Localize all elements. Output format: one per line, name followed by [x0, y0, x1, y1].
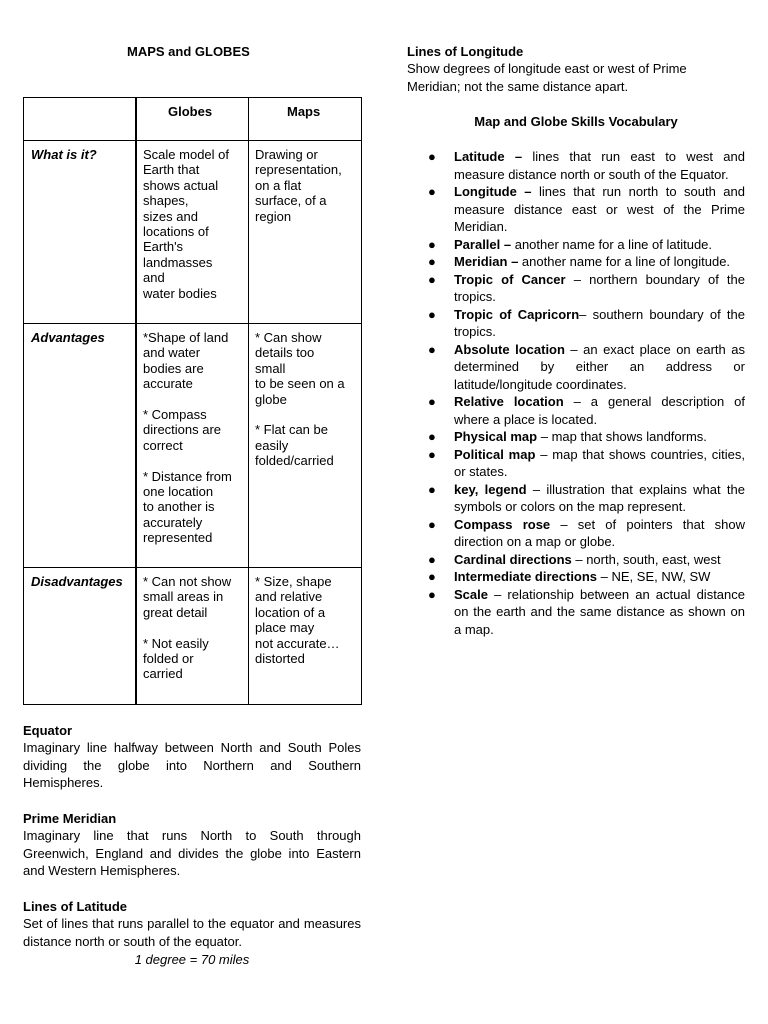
- vocab-item: [428, 586, 745, 639]
- table-border-right: [361, 97, 362, 705]
- bullet-icon: ●: [428, 254, 436, 269]
- latitude-heading: Lines of Latitude: [23, 899, 127, 914]
- cell-paragraph: * Compass directions are correct: [143, 407, 222, 453]
- vocab-term: Compass rose: [454, 516, 551, 532]
- longitude-heading: Lines of Longitude: [407, 44, 524, 59]
- table-border-row2: [23, 567, 362, 568]
- table-border-col1: [135, 97, 137, 705]
- vocab-definition: – set of pointers that show direction on a map or globe.: [454, 516, 745, 549]
- equator-body: Imaginary line halfway between North and South Poles dividing the globe into Northern and Southern Hemispheres.: [23, 740, 361, 790]
- prime-meridian-body: Imaginary line that runs North to South through Greenwich, England and divides the globe into Eastern and Western Hemispheres.: [23, 828, 361, 878]
- vocab-definition: – a general description of where a place is located.: [454, 394, 745, 427]
- vocab-term: Relative location: [454, 394, 564, 409]
- cell-paragraph-gap: [143, 453, 247, 468]
- bullet-icon: ●: [428, 184, 436, 199]
- vocab-term: Cardinal directions: [454, 551, 572, 567]
- latitude-body: Set of lines that runs parallel to the equator and measures distance north or south of the equator.: [23, 916, 361, 949]
- header-maps: Maps: [287, 104, 321, 119]
- cell-paragraph-gap: [143, 392, 247, 407]
- bullet-icon: ●: [428, 516, 436, 532]
- vocab-item: [428, 516, 745, 551]
- cell-maps-advantages: [255, 330, 359, 469]
- table-border-bottom: [23, 704, 362, 705]
- vocab-definition: – an exact place on earth as determined by either an address or latitude/longitude coordinates.: [454, 341, 745, 392]
- vocab-list: [428, 148, 745, 638]
- cell-paragraph: Drawing or representation, on a flat surface, of a region: [255, 147, 342, 224]
- vocab-item: [428, 306, 745, 341]
- cell-paragraph: * Can not show small areas in great detail: [143, 574, 232, 620]
- page-title: MAPS and GLOBES: [127, 44, 250, 59]
- row-label-advantages: Advantages: [31, 330, 105, 345]
- row-label-what-is-it: What is it?: [31, 147, 97, 162]
- bullet-icon: ●: [428, 306, 436, 322]
- cell-paragraph: *Shape of land and water bodies are accurate: [143, 330, 229, 392]
- bullet-icon: ●: [428, 446, 436, 462]
- vocab-definition: – southern boundary of the tropics.: [454, 306, 745, 339]
- table-border-left: [23, 97, 24, 705]
- vocab-item: [428, 551, 745, 569]
- longitude-body: Show degrees of longitude east or west of Prime Meridian; not the same distance apart.: [407, 61, 687, 94]
- bullet-icon: ●: [428, 236, 436, 252]
- cell-globes-advantages: [143, 330, 247, 546]
- vocab-item: [428, 271, 745, 306]
- vocab-term: key, legend: [454, 481, 527, 497]
- vocab-definition: – northern boundary of the tropics.: [454, 271, 745, 304]
- bullet-icon: ●: [428, 394, 436, 409]
- vocab-item: [428, 428, 745, 446]
- bullet-icon: ●: [428, 551, 436, 567]
- vocab-item: [428, 568, 745, 586]
- vocab-term: Political map: [454, 446, 536, 462]
- bullet-icon: ●: [428, 481, 436, 497]
- vocab-term: Parallel –: [454, 236, 512, 252]
- vocab-term: Tropic of Cancer: [454, 271, 566, 287]
- latitude-note: 1 degree = 70 miles: [134, 952, 250, 967]
- cell-globes-what: [143, 147, 247, 301]
- vocab-item: [428, 481, 745, 516]
- vocab-term: Tropic of Capricorn: [454, 306, 580, 322]
- row-label-disadvantages: Disadvantages: [31, 574, 123, 589]
- vocab-definition: – map that shows countries, cities, or states.: [454, 446, 745, 479]
- bullet-icon: ●: [428, 149, 436, 164]
- vocab-definition: another name for a line of longitude.: [518, 254, 731, 269]
- bullet-icon: ●: [428, 569, 436, 584]
- cell-paragraph: * Can show details too small to be seen on a globe: [255, 330, 345, 407]
- cell-paragraph: * Size, shape and relative location of a place may not accurate… distorted: [255, 574, 340, 667]
- cell-paragraph: * Not easily folded or carried: [143, 635, 209, 682]
- vocab-term: Scale: [454, 586, 488, 602]
- cell-paragraph: * Distance from one location to another is accurately represented: [143, 468, 232, 546]
- vocab-item: [428, 253, 745, 271]
- vocab-term: Absolute location: [454, 341, 565, 357]
- table-border-col2: [248, 97, 249, 705]
- table-border-top: [23, 97, 362, 98]
- vocab-item: [428, 446, 745, 481]
- bullet-icon: ●: [428, 586, 436, 602]
- vocab-term: Longitude –: [454, 184, 532, 199]
- vocab-definition: – NE, SE, NW, SW: [597, 569, 711, 584]
- bullet-icon: ●: [428, 341, 436, 357]
- vocab-term: Latitude –: [454, 149, 523, 164]
- vocab-definition: – north, south, east, west: [571, 551, 721, 567]
- cell-paragraph-gap: [143, 620, 247, 635]
- equator-heading: Equator: [23, 723, 73, 738]
- prime-meridian-heading: Prime Meridian: [23, 811, 117, 826]
- vocab-definition: – relationship between an actual distance on the earth and the same distance as shown on a map.: [454, 586, 745, 637]
- cell-maps-what: [255, 147, 359, 224]
- vocab-item: [428, 341, 745, 394]
- vocab-definition: lines that run east to west and measure distance north or south of the Equator.: [454, 149, 745, 182]
- vocab-definition: – map that shows landforms.: [537, 429, 707, 444]
- cell-paragraph-gap: [255, 407, 359, 422]
- vocab-term: Intermediate directions: [454, 569, 598, 584]
- vocab-title: Map and Globe Skills Vocabulary: [474, 114, 678, 129]
- table-border-row1: [23, 323, 362, 324]
- vocab-item: [428, 148, 745, 183]
- bullet-icon: ●: [428, 429, 436, 444]
- bullet-icon: ●: [428, 271, 436, 287]
- vocab-item: [428, 393, 745, 428]
- vocab-definition: lines that run north to south and measure distance east or west of the Prime Meridian.: [454, 184, 745, 234]
- vocab-definition: – illustration that explains what the symbols or colors on the map represent.: [454, 481, 745, 514]
- vocab-term: Meridian –: [454, 254, 519, 269]
- header-globes: Globes: [168, 104, 213, 119]
- cell-globes-disadvantages: [143, 574, 247, 682]
- cell-paragraph: Scale model of Earth that shows actual shapes, sizes and locations of Earth's landmasses and water bodies: [143, 147, 229, 301]
- vocab-definition: another name for a line of latitude.: [511, 236, 713, 252]
- vocab-item: [428, 183, 745, 236]
- vocab-item: [428, 236, 745, 254]
- vocab-term: Physical map: [454, 429, 538, 444]
- table-border-header: [23, 140, 362, 141]
- cell-paragraph: * Flat can be easily folded/carried: [255, 422, 334, 469]
- cell-maps-disadvantages: [255, 574, 359, 666]
